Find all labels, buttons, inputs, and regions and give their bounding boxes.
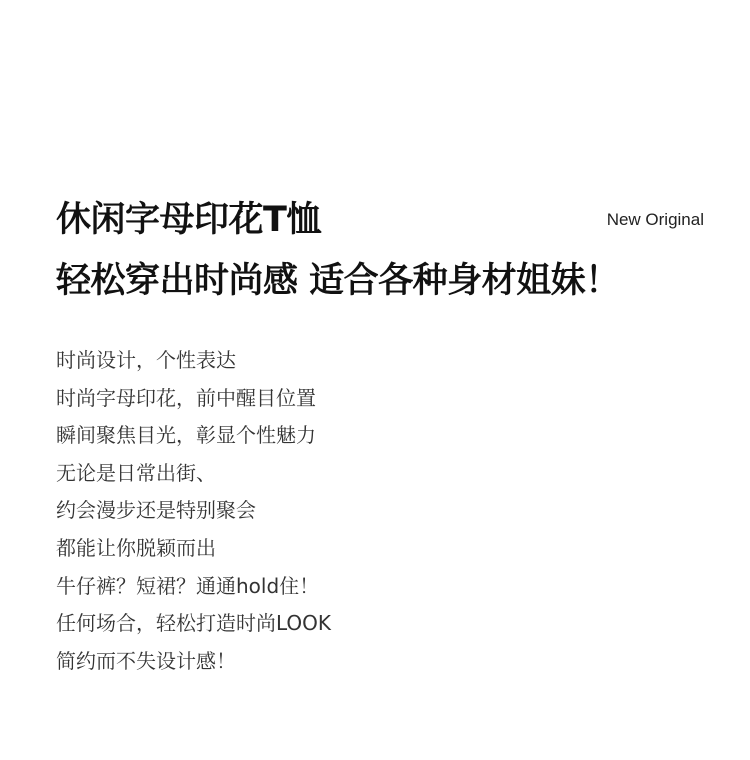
description-line: 都能让你脱颖而出 [56, 535, 216, 560]
description-line: 无论是日常出街、 [56, 460, 216, 485]
description-list [56, 342, 331, 680]
description-line: 任何场合，轻松打造时尚LOOK [56, 611, 332, 636]
new-original-tag: New Original [606, 210, 704, 229]
description-line: 牛仔裤？短裙？通通hold住！ [56, 573, 320, 598]
description-line: 时尚字母印花，前中醒目位置 [56, 385, 316, 410]
description-line: 约会漫步还是特别聚会 [56, 498, 256, 523]
headline-line-2: 轻松穿出时尚感 适合各种身材姐妹！ [56, 261, 620, 301]
description-line: 简约而不失设计感！ [56, 648, 236, 673]
description-line: 时尚设计，个性表达 [56, 348, 236, 372]
description-line: 瞬间聚焦目光，彰显个性魅力 [56, 423, 316, 448]
headline-line-1: 休闲字母印花T恤 [56, 200, 321, 240]
